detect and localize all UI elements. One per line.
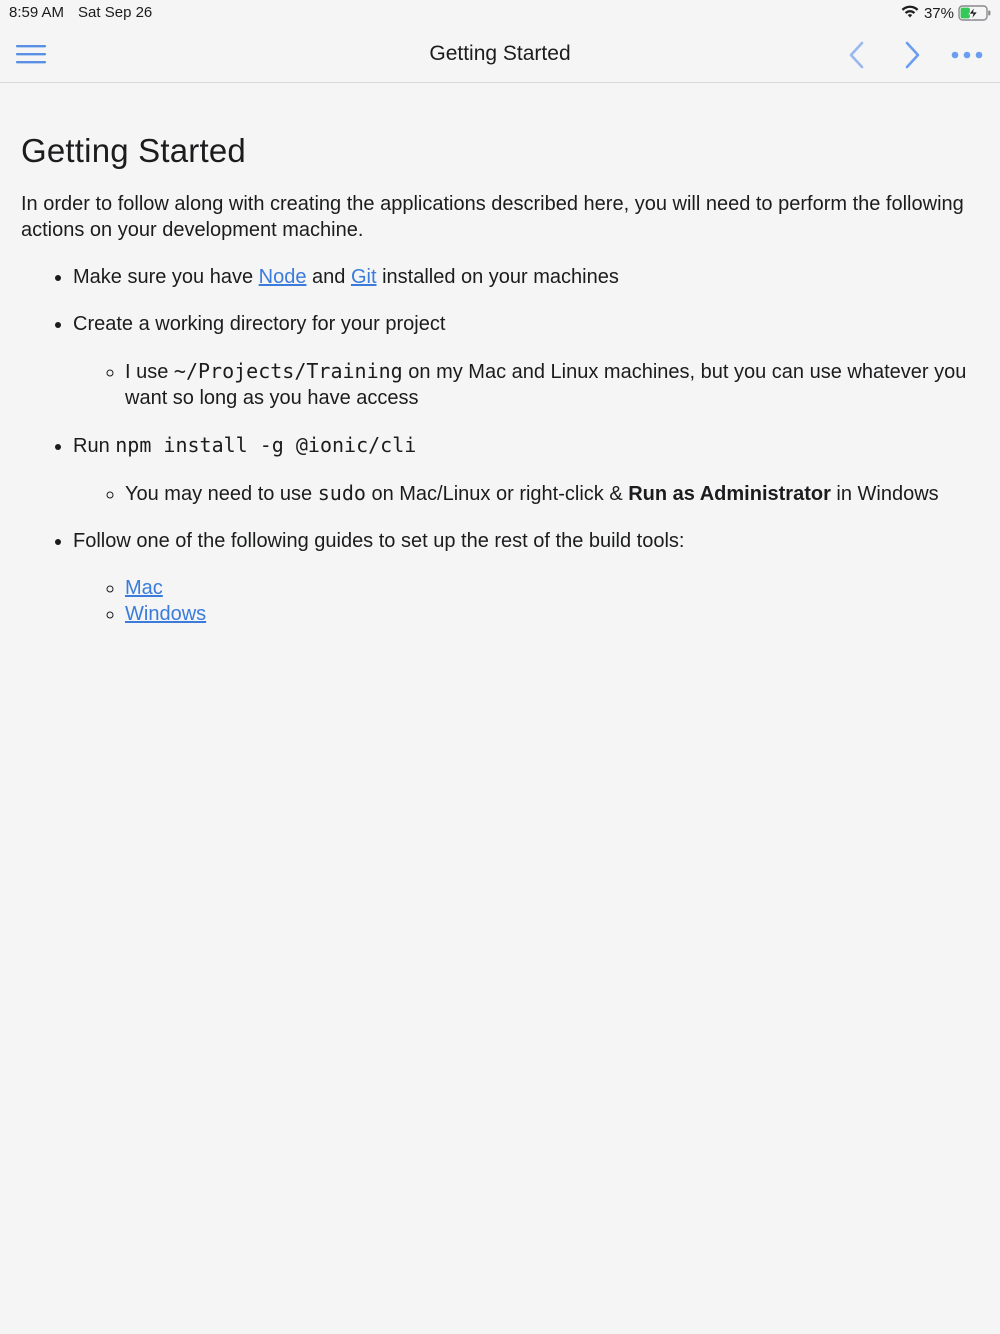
node-link[interactable]: Node — [258, 266, 307, 288]
more-options-button[interactable] — [948, 40, 986, 70]
list-item-text: You may need to use — [125, 483, 318, 505]
battery-percent: 37% — [923, 4, 954, 22]
bold-text: Run as Administrator — [628, 483, 831, 505]
status-time: 8:59 AM — [9, 4, 65, 21]
ellipsis-icon — [948, 40, 986, 70]
windows-guide-link[interactable]: Windows — [125, 603, 207, 625]
sub-list — [73, 358, 980, 411]
status-date: Sat Sep 26 — [78, 4, 153, 21]
back-button[interactable] — [842, 40, 874, 70]
list-item-text: on Mac/Linux or right-click & — [365, 483, 629, 505]
sub-list-item — [125, 601, 980, 627]
list-item-text: Make sure you have — [73, 266, 259, 288]
battery-charging-icon — [958, 4, 992, 22]
sub-list-item — [125, 575, 980, 601]
sub-list-item — [125, 358, 980, 411]
intro-paragraph: In order to follow along with creating the applications described here, you will need to perform the following actions on your development machine. — [21, 193, 964, 241]
status-bar — [0, 0, 1000, 26]
list-item — [73, 432, 980, 507]
list-item-text: Run — [73, 435, 116, 457]
list-item-text: installed on your machines — [376, 266, 619, 288]
forward-button[interactable] — [896, 40, 928, 70]
page-title: Getting Started — [21, 132, 246, 169]
chevron-right-icon — [896, 40, 928, 70]
list-item-text: Follow one of the following guides to set up the rest of the build tools: — [73, 530, 685, 552]
list-item-text: on my Mac and Linux machines, but you can use whatever you want so long as you have access — [125, 361, 967, 409]
list-item-text: Create a working directory for your project — [73, 313, 446, 335]
guides-list — [73, 575, 980, 627]
list-item — [73, 311, 980, 411]
nav-bar — [0, 26, 1000, 83]
article-content — [21, 83, 980, 648]
list-item-text: in Windows — [830, 483, 939, 505]
inline-code: npm install -g @ionic/cli — [115, 433, 417, 457]
nav-title: Getting Started — [429, 42, 571, 65]
sub-list — [73, 480, 980, 507]
list-item — [73, 264, 980, 290]
list-item-text: I use — [125, 361, 174, 383]
list-item-text: and — [306, 266, 351, 288]
wifi-icon — [900, 3, 920, 23]
git-link[interactable]: Git — [350, 266, 377, 288]
sub-list-item — [125, 480, 980, 507]
chevron-left-icon — [842, 40, 874, 70]
list-item — [73, 528, 980, 627]
inline-code: sudo — [317, 481, 366, 505]
inline-code: ~/Projects/Training — [173, 359, 403, 383]
steps-list — [21, 264, 980, 627]
mac-guide-link[interactable]: Mac — [125, 577, 163, 599]
